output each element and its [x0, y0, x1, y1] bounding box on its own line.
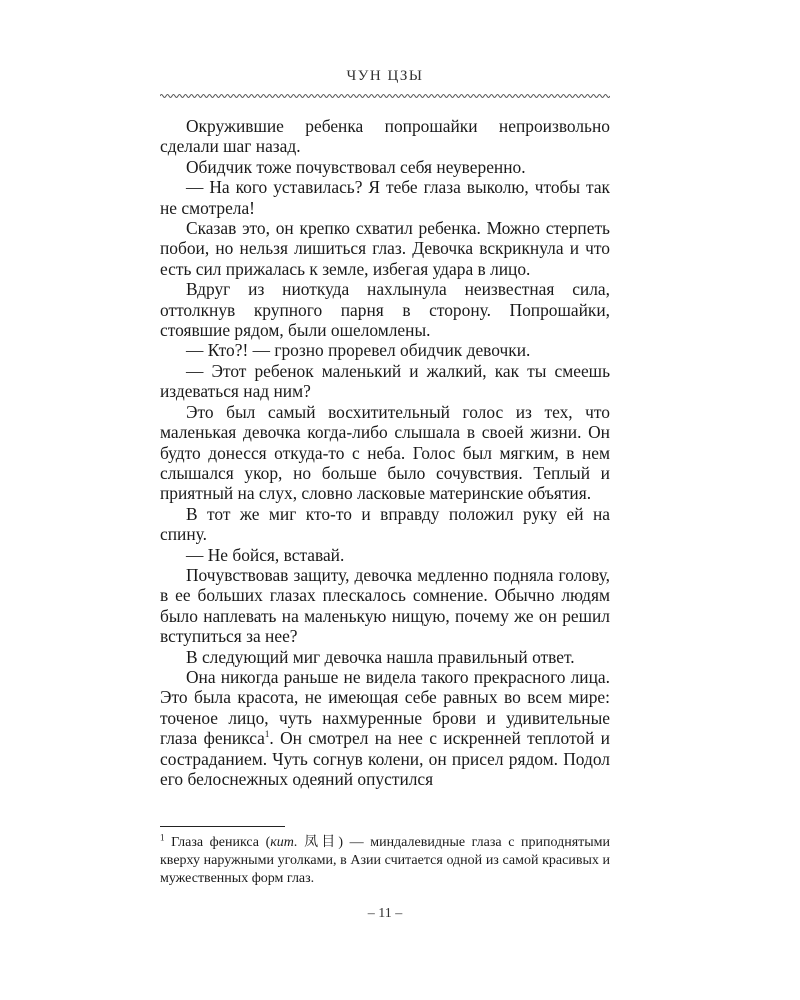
paragraph: Окружившие ребенка попрошайки непроизвольно сделали шаг назад.	[160, 116, 610, 157]
paragraph: Сказав это, он крепко схватил ребенка. Можно стерпеть побои, но нельзя лишиться глаз. Девочка вскрикнула и что есть сил прижалась к земле, избегая удара в лицо.	[160, 218, 610, 279]
paragraph: — Кто?! — грозно проревел обидчик девочки.	[186, 340, 531, 361]
main-text	[160, 116, 610, 789]
paragraph-with-footnote	[160, 667, 610, 789]
running-title: ЧУН ЦЗЫ	[346, 68, 424, 84]
paragraph: В тот же миг кто-то и вправду положил руку ей на спину.	[160, 503, 610, 545]
footnote-text: ) — миндалевидные глаза с приподнятыми кверху наружными уголками, в Азии считается одной из самой красивых и мужественных форм глаз.	[160, 835, 611, 886]
paragraph: Это был самый восхитительный голос из тех, что маленькая девочка когда-либо слышала в своей жизни. Он будто донесся откуда-то с неба. Голос был мягким, в нем слышался укор, но больше было сочувствия. Теплый и приятный на слух, словно ласковые материнские объятия.	[160, 401, 610, 504]
footnote	[160, 834, 610, 888]
paragraph: Почувствовав защиту, девочка медленно подняла голову, в ее больших глазах плескалось сомнение. Обычно людям было наплевать на маленькую нищую, почему же он решил вступиться за нее?	[160, 564, 610, 647]
wavy-header-rule	[160, 92, 610, 100]
footnote-mark: 1	[160, 832, 165, 843]
footnote-abbr: кит.	[270, 835, 298, 850]
paragraph-text: Она никогда раньше не видела такого прекрасного лица. Это была красота, не имеющая себе равных во всем мире: точеное лицо, чуть нахмуренные брови и удивительные глаза феникса	[160, 666, 610, 749]
footnote-term: Глаза феникса (	[171, 835, 271, 850]
footnote-separator	[160, 826, 285, 827]
footnote-chars: 凤目	[297, 835, 339, 850]
paragraph: В следующий миг девочка нашла правильный ответ.	[186, 646, 575, 667]
paragraph: Обидчик тоже почувствовал себя неуверенно.	[186, 156, 526, 177]
paragraph: Вдруг из ниоткуда нахлынула неизвестная сила, оттолкнув крупного парня в сторону. Попрошайки, стоявшие рядом, были ошеломлены.	[160, 279, 610, 341]
page-number: – 11 –	[367, 906, 403, 921]
footnote-reference[interactable]: 1	[264, 729, 270, 740]
paragraph: — Этот ребенок маленький и жалкий, как ты смеешь издеваться над ним?	[160, 360, 610, 402]
paragraph-text: . Он смотрел на нее с искренней теплотой и состраданием. Чуть согнув колени, он присел рядом. Подол его белоснежных одеяний опустился	[160, 728, 610, 789]
paragraph: — Не бойся, вставай.	[186, 544, 345, 565]
paragraph: — На кого уставилась? Я тебе глаза выколю, чтобы так не смотрела!	[160, 177, 610, 218]
